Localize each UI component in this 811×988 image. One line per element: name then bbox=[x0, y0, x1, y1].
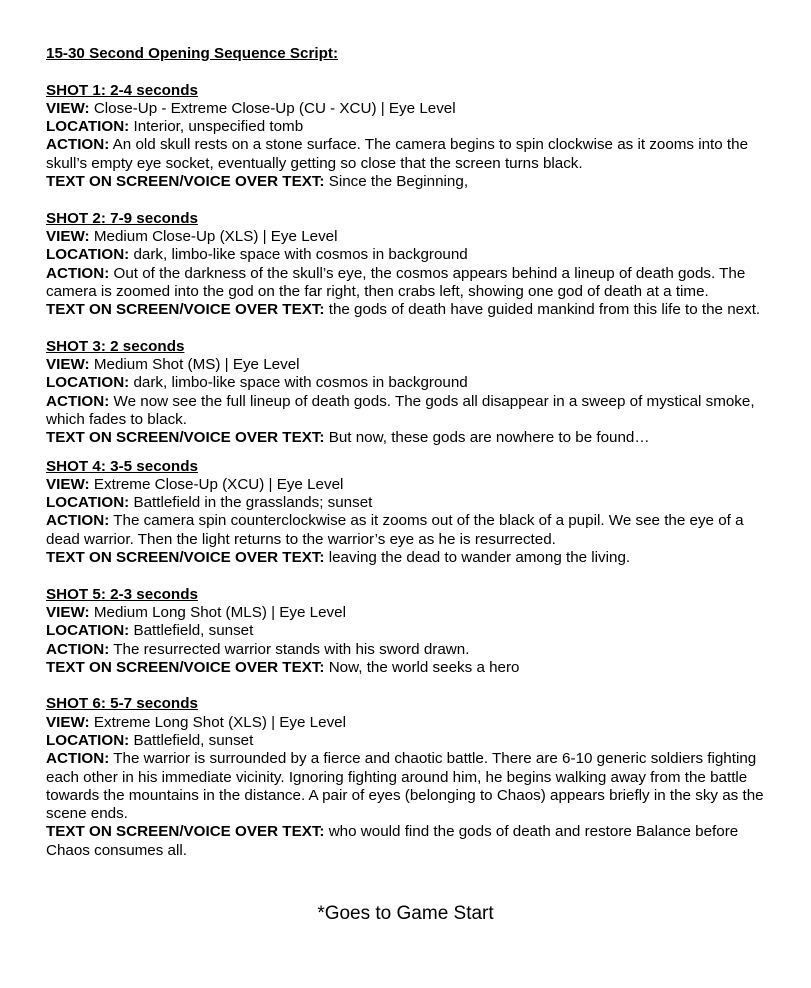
text-value: who would find the gods of death and restore Balance before Chaos consumes all. bbox=[46, 823, 739, 859]
shot-heading: SHOT 5: 2-3 seconds bbox=[46, 585, 198, 603]
location-label: LOCATION: bbox=[46, 374, 130, 392]
view-value: Extreme Long Shot (XLS) | Eye Level bbox=[93, 713, 346, 731]
view-value: Close-Up - Extreme Close-Up (CU - XCU) | Eye Level bbox=[93, 99, 456, 117]
action-value: We now see the full lineup of death gods. The gods all disappear in a sweep of mystical smoke, which fades to black. bbox=[46, 392, 755, 428]
view-label: VIEW: bbox=[46, 99, 90, 117]
view-label: VIEW: bbox=[46, 603, 90, 621]
action-value: An old skull rests on a stone surface. The camera begins to spin clockwise as it zooms into the skull’s empty eye socket, eventually getting so close that the screen turns black. bbox=[46, 136, 749, 172]
text-label: TEXT ON SCREEN/VOICE OVER TEXT: bbox=[46, 549, 325, 567]
text-label: TEXT ON SCREEN/VOICE OVER TEXT: bbox=[46, 658, 325, 676]
shot-view bbox=[46, 476, 776, 494]
shot-view bbox=[46, 100, 776, 118]
shot-view bbox=[46, 714, 776, 732]
view-label: VIEW: bbox=[46, 713, 90, 731]
location-label: LOCATION: bbox=[46, 118, 130, 136]
shot-view bbox=[46, 228, 776, 246]
action-label: ACTION: bbox=[46, 750, 110, 768]
shot-text bbox=[46, 429, 776, 447]
shot-action bbox=[46, 136, 776, 173]
shot-view bbox=[46, 356, 776, 374]
location-value: Battlefield, sunset bbox=[133, 622, 254, 640]
action-label: ACTION: bbox=[46, 512, 110, 530]
text-label: TEXT ON SCREEN/VOICE OVER TEXT: bbox=[46, 823, 325, 841]
shot-heading: SHOT 3: 2 seconds bbox=[46, 337, 185, 355]
text-label: TEXT ON SCREEN/VOICE OVER TEXT: bbox=[46, 173, 325, 191]
shot-heading: SHOT 2: 7-9 seconds bbox=[46, 209, 198, 227]
action-label: ACTION: bbox=[46, 640, 110, 658]
view-label: VIEW: bbox=[46, 227, 90, 245]
shot-action bbox=[46, 393, 776, 430]
location-label: LOCATION: bbox=[46, 246, 130, 264]
text-value: leaving the dead to wander among the living. bbox=[328, 549, 631, 567]
shot-heading: SHOT 6: 5-7 seconds bbox=[46, 695, 198, 713]
shot-location bbox=[46, 494, 776, 512]
shot-6 bbox=[46, 695, 776, 860]
shot-2 bbox=[46, 210, 776, 320]
action-label: ACTION: bbox=[46, 136, 110, 154]
view-label: VIEW: bbox=[46, 356, 90, 374]
view-value: Medium Long Shot (MLS) | Eye Level bbox=[93, 603, 346, 621]
view-value: Medium Close-Up (XLS) | Eye Level bbox=[93, 227, 338, 245]
shot-view bbox=[46, 604, 776, 622]
view-value: Medium Shot (MS) | Eye Level bbox=[93, 356, 300, 374]
shot-location bbox=[46, 732, 776, 750]
shot-location bbox=[46, 374, 776, 392]
shot-text bbox=[46, 659, 776, 677]
action-value: The camera spin counterclockwise as it zooms out of the black of a pupil. We see the eye of a dead warrior. Then the light returns to the warrior’s eye as he is resurrected. bbox=[46, 512, 744, 548]
view-label: VIEW: bbox=[46, 475, 90, 493]
shot-heading: SHOT 1: 2-4 seconds bbox=[46, 81, 198, 99]
shot-text bbox=[46, 173, 776, 191]
document-title: 15-30 Second Opening Sequence Script: bbox=[46, 45, 339, 62]
action-label: ACTION: bbox=[46, 392, 110, 410]
shot-heading: SHOT 4: 3-5 seconds bbox=[46, 457, 198, 475]
action-value: The warrior is surrounded by a fierce and chaotic battle. There are 6-10 generic soldiers fighting each other in his immediate vicinity. Ignoring fighting around him, he begins walking away from the battle towards the mountains in the distance. A pair of eyes (belonging to Chaos) appears briefly in the sky as the scene ends. bbox=[46, 750, 764, 823]
location-value: dark, limbo-like space with cosmos in background bbox=[133, 246, 468, 264]
shot-text bbox=[46, 823, 776, 860]
shot-action bbox=[46, 265, 776, 302]
shot-action bbox=[46, 512, 776, 549]
shot-1 bbox=[46, 82, 776, 192]
location-value: Battlefield in the grasslands; sunset bbox=[133, 494, 373, 512]
script-document bbox=[46, 45, 776, 878]
text-value: the gods of death have guided mankind from this life to the next. bbox=[328, 301, 761, 319]
action-value: The resurrected warrior stands with his sword drawn. bbox=[113, 640, 470, 658]
location-value: Battlefield, sunset bbox=[133, 731, 254, 749]
shot-4 bbox=[46, 458, 776, 568]
shot-action bbox=[46, 750, 776, 823]
action-label: ACTION: bbox=[46, 264, 110, 282]
shot-text bbox=[46, 549, 776, 567]
text-label: TEXT ON SCREEN/VOICE OVER TEXT: bbox=[46, 429, 325, 447]
action-value: Out of the darkness of the skull’s eye, the cosmos appears behind a lineup of death gods. The camera is zoomed into the god on the far right, then crabs left, showing one god of death at a time. bbox=[46, 264, 746, 300]
text-value: But now, these gods are nowhere to be found… bbox=[328, 429, 650, 447]
location-value: Interior, unspecified tomb bbox=[133, 118, 304, 136]
shot-location bbox=[46, 246, 776, 264]
text-label: TEXT ON SCREEN/VOICE OVER TEXT: bbox=[46, 301, 325, 319]
location-value: dark, limbo-like space with cosmos in background bbox=[133, 374, 468, 392]
goes-to-game-start-note: *Goes to Game Start bbox=[317, 903, 494, 924]
shot-location bbox=[46, 118, 776, 136]
shot-5 bbox=[46, 586, 776, 677]
text-value: Now, the world seeks a hero bbox=[328, 658, 520, 676]
shot-action bbox=[46, 641, 776, 659]
shot-location bbox=[46, 622, 776, 640]
location-label: LOCATION: bbox=[46, 731, 130, 749]
location-label: LOCATION: bbox=[46, 622, 130, 640]
shot-text bbox=[46, 301, 776, 319]
text-value: Since the Beginning, bbox=[328, 173, 469, 191]
shot-3 bbox=[46, 338, 776, 448]
view-value: Extreme Close-Up (XCU) | Eye Level bbox=[93, 475, 344, 493]
location-label: LOCATION: bbox=[46, 494, 130, 512]
